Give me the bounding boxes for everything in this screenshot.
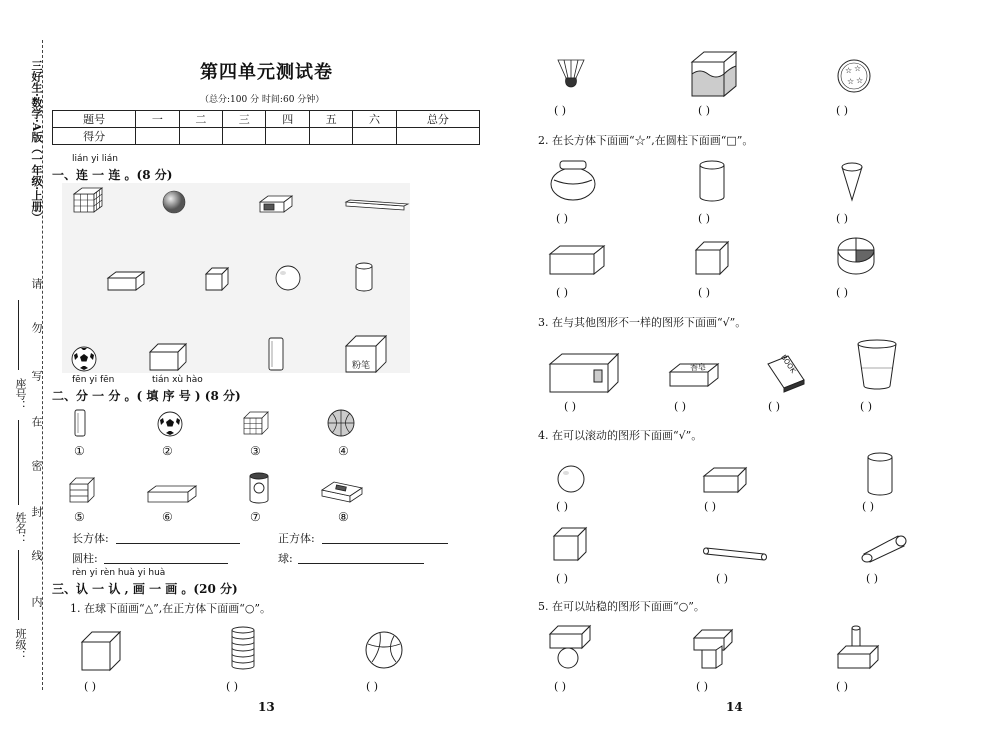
question-2-text: 2. 在长方体下面画“☆”,在圆柱下面画“□”。 bbox=[538, 134, 754, 147]
fold-char-3: 写 bbox=[30, 370, 43, 381]
section2-pinyin-b: tián xù hào bbox=[152, 375, 203, 385]
score-header-cell: 题号 bbox=[53, 111, 136, 128]
answer-paren[interactable]: ( ) bbox=[556, 572, 569, 585]
svg-text:☆: ☆ bbox=[847, 77, 855, 86]
name-label: 姓名： bbox=[14, 512, 27, 545]
section3-pinyin: rèn yi rèn huà yi huà bbox=[72, 568, 166, 578]
cylinder-shape[interactable] bbox=[698, 160, 726, 202]
fold-char-8: 内 bbox=[30, 596, 43, 607]
score-header-cell: 六 bbox=[353, 111, 396, 128]
cup-icon[interactable] bbox=[72, 408, 88, 438]
book-cover-label: BOOK bbox=[779, 353, 798, 375]
binding-margin bbox=[0, 0, 46, 744]
eraser-icon[interactable] bbox=[258, 194, 294, 216]
score-header-cell: 一 bbox=[136, 111, 179, 128]
answer-paren[interactable]: ( ) bbox=[862, 500, 875, 513]
section2-title: 二、分 一 分 。( 填 序 号 ) (8 分) bbox=[52, 389, 241, 403]
cylinder-shape[interactable] bbox=[866, 452, 894, 496]
tissue-box-icon[interactable] bbox=[320, 478, 364, 504]
answer-paren[interactable]: ( ) bbox=[836, 104, 849, 117]
question-1-text: 1. 在球下面画“△”,在正方体下面画“○”。 bbox=[70, 602, 272, 615]
answer-paren[interactable]: ( ) bbox=[704, 500, 717, 513]
tin-can-icon[interactable] bbox=[230, 626, 256, 670]
soccer-ball-icon[interactable] bbox=[70, 345, 98, 373]
fold-char-4: 在 bbox=[30, 416, 43, 427]
answer-paren[interactable]: ( ) bbox=[366, 680, 379, 693]
soccer-ball-icon[interactable] bbox=[156, 410, 184, 438]
answer-paren[interactable]: ( ) bbox=[698, 104, 711, 117]
item-number-2: ② bbox=[162, 444, 173, 458]
sphere-answer-blank[interactable] bbox=[298, 550, 424, 564]
rubik-cube-icon[interactable] bbox=[242, 410, 272, 436]
section3-title: 三、认 一 认 , 画 一 画 。(20 分) bbox=[52, 582, 238, 596]
answer-paren[interactable]: ( ) bbox=[564, 400, 577, 413]
fold-char-7: 线 bbox=[30, 550, 43, 561]
cube-shape[interactable] bbox=[552, 526, 588, 564]
cube-answer-blank[interactable] bbox=[322, 530, 448, 544]
score-input-cell[interactable] bbox=[353, 128, 396, 145]
answer-paren[interactable]: ( ) bbox=[556, 500, 569, 513]
book-title-vertical: 三好生·数学·A版（一年级·上册） bbox=[30, 60, 43, 224]
answer-paren[interactable]: ( ) bbox=[554, 104, 567, 117]
exam-meta: （总分:100 分 时间:60 分钟） bbox=[200, 95, 325, 105]
answer-paren[interactable]: ( ) bbox=[696, 680, 709, 693]
answer-paren[interactable]: ( ) bbox=[836, 286, 849, 299]
cuboid-on-ball-shape[interactable] bbox=[548, 624, 592, 670]
answer-paren[interactable]: ( ) bbox=[860, 400, 873, 413]
score-table bbox=[52, 110, 480, 145]
fold-char-2: 勿 bbox=[30, 322, 43, 333]
item-number-5: ⑤ bbox=[74, 510, 85, 524]
item-number-8: ⑧ bbox=[338, 510, 349, 524]
answer-paren[interactable]: ( ) bbox=[866, 572, 879, 585]
svg-text:☆: ☆ bbox=[854, 64, 862, 73]
answer-paren[interactable]: ( ) bbox=[698, 212, 711, 225]
score-header-cell: 五 bbox=[309, 111, 352, 128]
volleyball-icon[interactable] bbox=[364, 630, 404, 670]
rod-cylinder-shape[interactable] bbox=[702, 544, 770, 562]
cube-shape[interactable] bbox=[694, 240, 730, 278]
can-icon[interactable] bbox=[248, 472, 270, 504]
patterned-ball-icon[interactable] bbox=[836, 58, 872, 94]
answer-paren[interactable]: ( ) bbox=[698, 286, 711, 299]
section1-pinyin: lián yi lián bbox=[72, 154, 118, 164]
section2-pinyin-a: fēn yi fēn bbox=[72, 375, 115, 385]
item-number-6: ⑥ bbox=[162, 510, 173, 524]
answer-paren[interactable]: ( ) bbox=[768, 400, 781, 413]
page-title: 第四单元测试卷 bbox=[200, 62, 333, 83]
cuboid-answer-blank[interactable] bbox=[116, 530, 240, 544]
fold-char-6: 封 bbox=[30, 506, 43, 517]
sphere-shape[interactable] bbox=[274, 264, 302, 292]
drinking-glass-icon[interactable] bbox=[856, 338, 898, 392]
page-number-right: 14 bbox=[726, 700, 743, 714]
answer-paren[interactable]: ( ) bbox=[556, 286, 569, 299]
item-number-1: ① bbox=[74, 444, 85, 458]
item-number-3: ③ bbox=[250, 444, 261, 458]
jar-icon[interactable] bbox=[548, 158, 598, 202]
question-3-text: 3. 在与其他图形不一样的图形下面画“√”。 bbox=[538, 316, 747, 329]
book-stack-icon[interactable] bbox=[68, 474, 96, 504]
page-number-left: 13 bbox=[258, 700, 275, 714]
score-input-cell[interactable] bbox=[266, 128, 309, 145]
cylinder-label: 圆柱: bbox=[72, 552, 98, 565]
score-header-cell: 总分 bbox=[396, 111, 479, 128]
class-blank[interactable] bbox=[18, 550, 19, 620]
cake-cube-icon[interactable] bbox=[690, 50, 738, 98]
seal-line bbox=[42, 40, 43, 690]
rubik-cube-icon[interactable] bbox=[72, 186, 106, 214]
section1-title: 一、连 一 连 。(8 分) bbox=[52, 168, 173, 182]
answer-paren[interactable]: ( ) bbox=[674, 400, 687, 413]
answer-paren[interactable]: ( ) bbox=[556, 212, 569, 225]
pencil-icon[interactable] bbox=[344, 198, 410, 212]
pencil-case-icon[interactable] bbox=[146, 484, 198, 504]
score-header-cell: 三 bbox=[223, 111, 266, 128]
tilted-cylinder-shape[interactable] bbox=[858, 532, 910, 564]
cylinder-shape[interactable] bbox=[354, 262, 374, 292]
item-number-7: ⑦ bbox=[250, 510, 261, 524]
question-4-text: 4. 在可以滚动的图形下面画“√”。 bbox=[538, 429, 703, 442]
stacked-blocks-shape[interactable] bbox=[692, 628, 736, 672]
answer-paren[interactable]: ( ) bbox=[84, 680, 97, 693]
ball-icon[interactable] bbox=[162, 190, 186, 214]
name-blank[interactable] bbox=[18, 420, 19, 505]
cheese-wheel-icon[interactable] bbox=[836, 236, 876, 278]
cuboid-shape[interactable] bbox=[548, 244, 606, 276]
score-header-cell: 二 bbox=[179, 111, 222, 128]
score-input-cell[interactable] bbox=[309, 128, 352, 145]
cuboid-shape[interactable] bbox=[702, 466, 748, 494]
cube-shape[interactable] bbox=[80, 630, 122, 672]
answer-paren[interactable]: ( ) bbox=[226, 680, 239, 693]
answer-paren[interactable]: ( ) bbox=[836, 680, 849, 693]
cuboid-label: 长方体: bbox=[72, 532, 109, 545]
cube-shape[interactable] bbox=[204, 266, 232, 292]
answer-paren[interactable]: ( ) bbox=[836, 212, 849, 225]
fold-char-5: 密 bbox=[30, 460, 43, 471]
svg-text:☆: ☆ bbox=[856, 76, 864, 85]
cuboid-shape[interactable] bbox=[106, 270, 146, 292]
cylinder-on-cuboid-shape[interactable] bbox=[836, 624, 882, 672]
svg-text:☆: ☆ bbox=[845, 66, 853, 75]
answer-paren[interactable]: ( ) bbox=[554, 680, 567, 693]
fold-char-1: 请 bbox=[30, 278, 43, 289]
glass-cup-icon[interactable] bbox=[266, 335, 286, 373]
cube-label: 正方体: bbox=[278, 532, 315, 545]
score-input-cell[interactable] bbox=[136, 128, 179, 145]
chalk-box-label: 粉笔 bbox=[352, 361, 371, 371]
seat-label: 座号： bbox=[14, 378, 27, 411]
score-input-cell[interactable] bbox=[179, 128, 222, 145]
item-number-4: ④ bbox=[338, 444, 349, 458]
score-input-cell[interactable] bbox=[223, 128, 266, 145]
basketball-icon[interactable] bbox=[326, 408, 356, 438]
score-header-cell: 四 bbox=[266, 111, 309, 128]
soap-box-label: 香皂 bbox=[689, 362, 707, 373]
score-input-cell[interactable] bbox=[396, 128, 479, 145]
seat-blank[interactable] bbox=[18, 300, 19, 370]
score-row-label: 得分 bbox=[53, 128, 136, 145]
box-icon[interactable] bbox=[148, 342, 188, 372]
answer-paren[interactable]: ( ) bbox=[716, 572, 729, 585]
shuttlecock-icon[interactable] bbox=[556, 56, 586, 90]
sphere-label: 球: bbox=[278, 552, 293, 565]
carton-box-icon[interactable] bbox=[548, 352, 620, 394]
cone-shape[interactable] bbox=[840, 162, 864, 202]
question-5-text: 5. 在可以站稳的图形下面画“○”。 bbox=[538, 600, 705, 613]
sphere-shape[interactable] bbox=[556, 464, 586, 494]
cylinder-answer-blank[interactable] bbox=[104, 550, 228, 564]
class-label: 班级： bbox=[14, 628, 27, 661]
